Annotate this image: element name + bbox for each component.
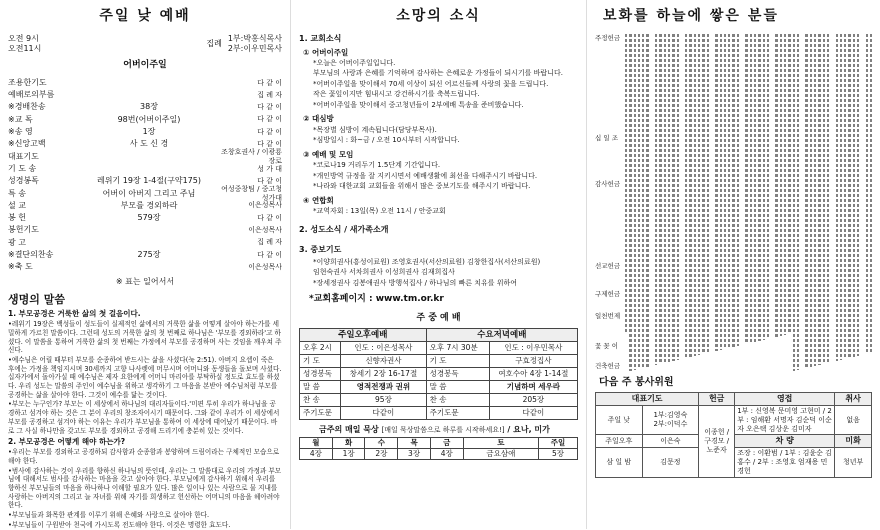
offering-names-column <box>728 34 730 348</box>
sermon-paragraph: •범사에 감사하는 것이 우리를 향하신 하나님의 뜻인데, 우리는 그 말씀대로 우리의 가정과 부모님에 대해서도 범사를 감사하는 마음을 갖고 살아야 한다. 부모님에게 감사하기 위해서 우리를 향하신 부모님들의 마음을 하나하나 이해할 필요가 있다. 많은 일이나 있는 사람으로 물 지내를 사랑하는 아버지의 그리고 늘 자녀를 위해 자기를 희생하고 헌신하는 어머니의 마음을 헤아려야 한다. <box>8 466 282 510</box>
vol-cleaning: 청년부 <box>835 448 872 477</box>
order-row <box>8 237 282 249</box>
member-news-heading: 2. 성도소식 / 새가족소개 <box>299 224 389 234</box>
offering-names-column <box>732 34 734 347</box>
order-item-leader: 다 같 이 <box>257 78 282 87</box>
offering-names-column <box>651 34 653 366</box>
order-item-label: ※교 독 <box>8 114 33 124</box>
service-time-2: 오전11시 <box>8 43 42 53</box>
news-line: *교역자회 : 13일(목) 오전 11시 / 안중교회 <box>313 207 446 215</box>
news-line: *어버이주일을 맞이해서 70세 이상이 되신 어르신들께 사랑의 꽃을 드립니다. <box>313 79 549 88</box>
daily-reading-heading <box>319 425 578 435</box>
news-item-body <box>299 58 578 111</box>
offering-names-column <box>672 34 674 361</box>
order-item-leader: 집 례 자 <box>257 90 282 99</box>
offering-names-column <box>694 34 696 356</box>
reading-chapter: 4장 <box>300 449 333 460</box>
weekday-worship-title: 주 중 예 배 <box>416 313 461 324</box>
order-item-leader: 다 같 이 <box>257 103 282 112</box>
offering-names-column <box>698 34 700 355</box>
church-news-heading: 1. 교회소식 <box>299 33 342 43</box>
weekday-cell: 여호수아 4장 1-14절 <box>489 368 577 381</box>
offering-names-column <box>780 34 782 336</box>
order-row <box>8 114 282 126</box>
offering-names-column <box>707 34 709 353</box>
offering-category-label: 구제헌금 <box>595 289 621 298</box>
sermon-paragraph: •예수님은 어릴 때부터 부모를 순종하여 받드시는 삶을 사셨다(눅 2:51). 아버지 요셉이 죽은 후에는 가정을 책임지시며 30세까지 고향 나사렛에 머무시며 어머니와 동생들을 돌보며 사셨다. 십자가에서 돌아가실 때 예수님은 제자 요한에게 어머니 마리아를 부탁하실 정도로 효도를 하셨다. 우리 성도는 말씀의 주인이 예수님을 위하고 생각하기 그 마음을 본받아 예수님처럼 부모를 공경하는 삶을 살아야 한다. 그것이 예수를 닮는 것이다. <box>8 355 282 399</box>
order-row <box>8 101 282 113</box>
offering-names-column <box>784 34 786 335</box>
news-line: 부모님의 사랑과 은혜를 기억하며 감사하는 은혜로운 가정들이 되시기를 바랍니다. <box>313 69 563 78</box>
news-line: *심방일시 : 화~금 / 오전 10시부터 시작합니다. <box>313 136 460 145</box>
order-item-leader: 다 같 이 <box>257 140 282 148</box>
order-item-label: 예배로의부름 <box>8 90 55 100</box>
sermon-paragraph: •부모는 누구인가? 부모는 이 세상에서 하나님의 대리자들이다.'미편 투히 우리가 하나님을 공경하고 섬겨야 하는 것은 그 분이 우리의 창조자이시기 때문이다. 그와 같이 우리가 이 세상에서 부모를 공경하고 섬겨야 하는 이유는 우리가 부모님을 통하여 이 세상에 태어났기 때문이다. 바로 그 사실 하나만을 갖고도 부모를 경외하고 공경해 드리기에 충분히 있는 것이다. <box>8 400 280 435</box>
offering-category-label: 십 일 조 <box>595 133 618 142</box>
offering-names-column <box>827 34 829 363</box>
prayer-line: *이양희권사(흥성이료원) 조영호권사(서산의료원) 김창한집사(서산의료원) <box>313 257 541 266</box>
order-item-label: 봉 헌 <box>8 213 26 223</box>
vol-car: 조장 : 이환범 / 1부 : 김윤순 김홍수 / 2부 : 조영호 엄재용 민경헌 <box>735 448 835 477</box>
offering-names-column <box>702 34 704 354</box>
weekday-cell: 인도 : 이우민목사 <box>489 342 577 355</box>
daily-reading-title: 금주의 매일 묵상 <box>319 425 379 435</box>
weekday-cell: 신향자권사 <box>341 355 426 368</box>
order-item-label: 성경봉독 <box>8 176 39 186</box>
offering-names-column <box>715 34 717 351</box>
order-item-label: 봉헌기도 <box>8 225 39 235</box>
offering-names-column <box>689 34 691 357</box>
vol-prayer: 1부:김영숙 2부:이덕수 <box>642 406 699 435</box>
offering-names-column <box>655 34 657 365</box>
weekday-cell: 오후 7시 30분 <box>426 342 489 355</box>
weekday-cell: 성경봉독 <box>426 368 489 381</box>
order-item-content: 579장 <box>137 213 161 223</box>
reading-chapter: 3장 <box>398 449 431 460</box>
news-item-body <box>299 206 578 217</box>
offering-names-column <box>677 34 679 360</box>
order-item-label: ※축 도 <box>8 262 33 272</box>
order-item-label: 특 송 <box>8 188 26 198</box>
offering-names-column <box>711 34 713 352</box>
offering-title: 보화를 하늘에 쌓은 분들 <box>603 8 779 24</box>
vol-row-label: 삼 일 밤 <box>596 448 643 477</box>
news-item-heading: ④ 연합회 <box>303 195 334 205</box>
reading-day: 월 <box>300 438 333 449</box>
order-item-leader: 다 같 이 <box>257 127 282 136</box>
reading-day: 주일 <box>539 438 578 449</box>
offering-names-column <box>638 34 640 369</box>
reading-chapters-row <box>300 449 578 460</box>
sermon-paragraph: •레위기 19장은 백성들이 성도들이 실제적인 삶에서의 거룩한 삶을 어떻게 살아야 하는가를 세밀하게 가르친 말씀이다. 그런데 성도의 거룩한 삶의 첫 번째로 하나님은 '부모를 경외하라'고 하셨다. 이 말씀을 통하여 거룩한 삶의 첫 번째는 가정에서 부모를 공경하며 사는 것임을 깨우쳐 주신다. <box>8 320 282 355</box>
order-item-content: 1장 <box>142 127 156 137</box>
news-line: 작은 꽃잎이지만 힘내시고 강건하시기를 축복드립니다. <box>313 90 480 99</box>
order-item-leader: 조창호권사 / 이광룡장로 <box>221 147 282 165</box>
offering-category-label: 주정헌금 <box>595 33 621 42</box>
offering-names-column <box>848 34 850 358</box>
vol-head-car: 차 량 <box>735 435 835 448</box>
wednesday-worship-header: 수요저녁예배 <box>426 328 577 342</box>
offering-names-column <box>797 34 799 370</box>
weekday-cell: 찬 송 <box>426 394 489 407</box>
order-row <box>8 261 282 273</box>
offering-names-column <box>814 34 816 366</box>
offering-names-column <box>750 34 752 343</box>
reading-day: 화 <box>332 438 365 449</box>
offering-names-block <box>625 34 872 372</box>
offering-names-column <box>625 34 627 334</box>
order-item-content: 부모를 경외하라 <box>120 200 178 210</box>
weekday-cell: 오후 2시 <box>300 342 341 355</box>
church-news-list <box>299 48 578 217</box>
offering-names-column <box>758 34 760 341</box>
weekday-cell: 기 도 <box>300 355 341 368</box>
weekday-cell: 기 도 <box>426 355 489 368</box>
order-item-leader: 이은성목사 <box>248 262 282 271</box>
weekday-row <box>300 342 578 355</box>
vol-head-cleaning: 미화 <box>835 435 872 448</box>
offering-names-column <box>866 34 868 354</box>
reading-day: 목 <box>398 438 431 449</box>
offering-category-label: 선교헌금 <box>595 261 621 270</box>
order-row <box>8 163 282 175</box>
offering-names-column <box>659 34 661 364</box>
order-item-label: ※송 영 <box>8 127 33 137</box>
weekday-row <box>300 368 578 381</box>
order-row <box>8 147 282 165</box>
vol-row-label: 주일오후 <box>596 435 643 448</box>
standing-note: ※ 표는 일어서서 <box>115 276 175 286</box>
worship-order-list <box>8 77 282 274</box>
news-line: *오늘은 어버이주일입니다. <box>313 58 396 67</box>
offering-names-column <box>754 34 756 342</box>
offering-names-column <box>664 34 666 363</box>
offering-names-column <box>836 34 838 361</box>
prayer-list <box>299 257 578 289</box>
reading-day: 금 <box>430 438 463 449</box>
volunteer-title: 다음 주 봉사위원 <box>599 376 674 388</box>
offering-names-column <box>629 34 631 371</box>
sermon-paragraph: 2. 부모공경은 어떻게 해야 하는가? <box>8 437 126 447</box>
offering-names-column <box>853 34 855 357</box>
weekday-cell: 찬 송 <box>300 394 341 407</box>
leaders-label: 집례 <box>206 38 222 48</box>
news-column <box>290 0 586 529</box>
weekday-cell: 95장 <box>341 394 426 407</box>
offering-names-column <box>840 34 842 360</box>
vol-cooking: 없음 <box>835 406 872 435</box>
order-item-label: ※신앙고백 <box>8 139 46 149</box>
reading-chapter: 5장 <box>539 449 578 460</box>
weekday-cell: 창세기 2장 16-17절 <box>341 368 426 381</box>
reading-chapter: 4장 <box>430 449 463 460</box>
weekday-cell: 205장 <box>489 394 577 407</box>
order-item-label: ※경배찬송 <box>8 102 46 112</box>
order-item-leader: 집 례 자 <box>257 238 282 247</box>
weekday-cell: 다같이 <box>489 407 577 420</box>
order-item-content: 38장 <box>140 102 158 112</box>
offering-category-label: 건축헌금 <box>595 361 621 370</box>
order-row <box>8 126 282 138</box>
offering-names-column <box>810 34 812 367</box>
order-row <box>8 249 282 261</box>
vol-prayer: 이은숙 <box>642 435 699 448</box>
offering-category-label: 일천번제 <box>595 311 621 320</box>
offering-names-column <box>861 34 863 355</box>
weekday-row <box>300 394 578 407</box>
offering-names-column <box>646 34 648 367</box>
order-item-content: 사 도 신 경 <box>129 139 169 149</box>
order-row <box>8 200 282 212</box>
daily-reading-note: [매일 묵상말씀으로 하루를 시작하세요!] <box>381 426 505 435</box>
order-item-label: 조용한기도 <box>8 77 47 87</box>
order-item-leader: 여성중창팀 / 중고청성가대 <box>221 184 282 202</box>
offering-names-column <box>745 34 747 344</box>
offering-names-column <box>724 34 726 349</box>
weekday-cell: 성경봉독 <box>300 368 341 381</box>
offering-names-column <box>775 34 777 337</box>
order-row <box>8 184 282 202</box>
weekday-cell: 구효정집사 <box>489 355 577 368</box>
order-item-content: 어버이 아버지 그리고 주님 <box>102 188 196 198</box>
offering-names-column <box>818 34 820 365</box>
offering-names-column <box>823 34 825 364</box>
order-item-leader: 다 같 이 <box>257 176 282 185</box>
order-item-leader: 다 같 이 <box>257 115 282 124</box>
order-item-label: ※결단의찬송 <box>8 250 54 260</box>
offering-names-column <box>642 34 644 368</box>
offering-names-column <box>737 34 739 346</box>
offering-category-label: 꽃 꽂 이 <box>595 341 618 350</box>
offering-names-column <box>831 34 833 362</box>
weekday-cell: 영적전쟁과 권위 <box>341 381 426 394</box>
sermon-body <box>8 309 282 529</box>
order-item-label: 광 고 <box>8 237 26 247</box>
vol-head-offering: 헌금 <box>699 393 735 406</box>
offering-names-column <box>805 34 807 368</box>
news-item-heading: ② 대심방 <box>303 114 334 124</box>
order-item-leader: 다 같 이 <box>257 213 282 222</box>
offering-names-column <box>668 34 670 362</box>
afternoon-worship-header: 주일오후예배 <box>300 328 427 342</box>
reading-chapter: 1장 <box>332 449 365 460</box>
offering-names-column <box>793 34 795 371</box>
news-line: *나라와 대한교회 교회들을 위해서 많은 중보기도를 해주시기 바랍니다. <box>313 182 531 191</box>
vol-offering: 이종헌 / 구경모 / 노준자 <box>699 406 735 478</box>
volunteer-table <box>595 392 872 478</box>
offering-names-column <box>857 34 859 356</box>
weekday-cell: 말 씀 <box>300 381 341 394</box>
news-line: *목장별 심방이 계속됩니다(담당부목사). <box>313 125 437 134</box>
offering-names-column <box>801 34 803 369</box>
leader-1: 1부:박홍식목사 <box>227 33 282 43</box>
sermon-paragraph: 1. 부모공경은 거룩한 삶의 첫 걸음이다. <box>8 309 141 319</box>
offering-list <box>595 34 872 372</box>
worship-order-column <box>0 0 290 529</box>
offering-names-column <box>741 34 743 345</box>
special-sunday-label: 어버이주일 <box>123 59 167 70</box>
order-row <box>8 224 282 236</box>
sermon-heading: 생명의 말씀 <box>8 292 65 306</box>
vol-greeting: 1부 : 신영복 문미영 고현미 / 2부 : 임해환 서명자 김순덕 이순자 오은택 김상운 김미자 <box>735 406 835 435</box>
order-item-leader: 성 가 대 <box>257 164 282 173</box>
weekday-cell: 주기도문 <box>300 407 341 420</box>
weekday-cell: 인도 : 이은성목사 <box>341 342 426 355</box>
vol-row-label: 주일 낮 <box>596 406 643 435</box>
reading-days-row <box>300 438 578 449</box>
order-item-leader: 이은성목사 <box>248 226 282 235</box>
vol-head-greeting: 영접 <box>735 393 835 406</box>
leader-2: 2부:이우민목사 <box>227 43 282 53</box>
offering-names-column <box>767 34 769 339</box>
order-row <box>8 212 282 224</box>
offering-names-column <box>870 34 872 353</box>
homepage-link[interactable]: *교회홈페이지 : www.tm.or.kr <box>309 294 444 304</box>
sermon-paragraph: •부모님들이 구원받아 천국에 가시도록 전도해야 한다. 이것은 명령한 효도다. <box>8 520 231 529</box>
order-item-label: 대표기도 <box>8 151 39 161</box>
weekday-cell: 기념하며 세우라 <box>489 381 577 394</box>
news-line: *개인방역 규정을 잘 지키시면서 예배생활에 최선을 다해주시기 바랍니다. <box>313 171 538 180</box>
daily-reading-table <box>299 437 578 460</box>
weekday-row <box>300 407 578 420</box>
order-item-content: 275장 <box>137 250 161 260</box>
reading-chapter: 금요삼애 <box>463 449 538 460</box>
order-item-leader: 이은성목사 <box>248 201 282 210</box>
offering-names-column <box>763 34 765 340</box>
offering-names-column <box>844 34 846 359</box>
offering-names-column <box>634 34 636 370</box>
reading-day: 수 <box>365 438 398 449</box>
sermon-paragraph: •우리는 부모를 경외하고 공경하되 감사함과 순종함과 봉양하며 드림이라는 구체적인 모습으로 해야 한다. <box>8 448 280 465</box>
worship-title: 주일 낮 예배 <box>99 8 191 24</box>
order-item-content: 레위기 19장 1-4절(구약175) <box>97 176 201 186</box>
order-item-leader: 다 같 이 <box>257 250 282 259</box>
news-item-body <box>299 125 578 146</box>
vol-prayer: 김문정 <box>642 448 699 477</box>
service-times <box>8 34 282 54</box>
news-line: *어버이주일을 맞이해서 중고청년들이 2부예배 특송을 준비했습니다. <box>313 100 524 109</box>
prayer-line: 임현숙권사 서차희권사 이성희권사 김재희집사 <box>313 268 455 276</box>
weekday-row <box>300 381 578 394</box>
prayer-line: *장세정권사 김봉애권사 방행석집사 / 하나님의 빠른 치유를 위하여 <box>313 278 518 287</box>
daily-reading-book: / 요나, 미가 <box>507 425 550 435</box>
service-time-1: 오전 9시 <box>8 33 39 43</box>
weekday-cell: 말 씀 <box>426 381 489 394</box>
offering-names-column <box>788 34 790 334</box>
offering-names-column <box>720 34 722 350</box>
weekday-worship-table <box>299 328 578 421</box>
offering-names-column <box>685 34 687 358</box>
news-line: *코로나19 거리두기 1.5단계 기간입니다. <box>313 161 441 170</box>
weekday-row <box>300 355 578 368</box>
weekday-cell: 다같이 <box>341 407 426 420</box>
offering-column <box>586 0 880 529</box>
reading-day: 토 <box>463 438 538 449</box>
news-item-body <box>299 160 578 192</box>
order-row <box>8 89 282 101</box>
order-item-content: 98번(어버이주일) <box>117 114 181 124</box>
vol-head-prayer: 대표기도 <box>596 393 699 406</box>
news-title: 소망의 소식 <box>396 8 481 24</box>
offering-names-column <box>681 34 683 359</box>
order-item-label: 설 교 <box>8 200 26 210</box>
order-row <box>8 77 282 89</box>
vol-head-cooking: 취사 <box>835 393 872 406</box>
reading-chapter: 2장 <box>365 449 398 460</box>
weekday-cell: 주기도문 <box>426 407 489 420</box>
news-item-heading: ③ 예배 및 모임 <box>303 149 354 159</box>
offering-names-column <box>771 34 773 338</box>
prayer-heading: 3. 중보기도 <box>299 244 342 254</box>
offering-category-label: 감사헌금 <box>595 179 621 188</box>
order-item-label: 기 도 송 <box>8 163 37 173</box>
news-item-heading: ① 어버이주일 <box>303 47 349 57</box>
sermon-paragraph: •부모님들과 화목한 관계를 이루기 위해 은혜와 사랑으로 살아야 한다. <box>8 511 210 520</box>
